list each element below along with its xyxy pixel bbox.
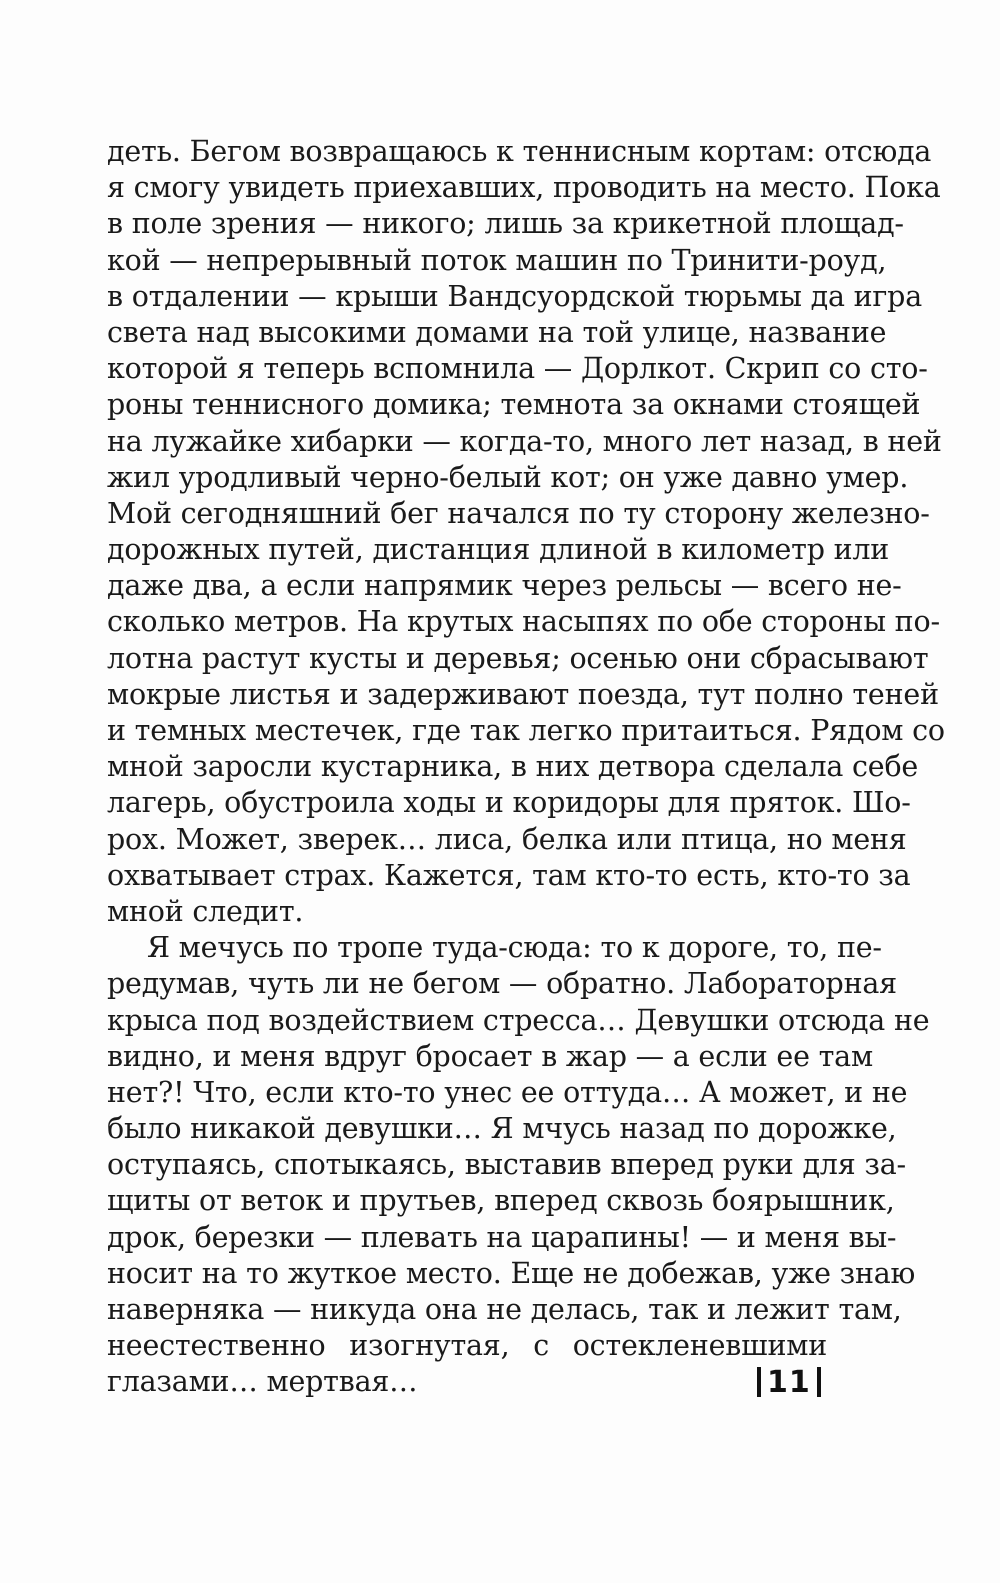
text-line: сколько метров. На крутых насыпях по обе стороны по-	[107, 605, 940, 639]
text-line: деть. Бегом возвращаюсь к теннисным кортам: отсюда	[107, 135, 932, 168]
text-line: роны теннисного домика; темнота за окнами стоящей	[107, 388, 921, 422]
text-line: лотна растут кусты и деревья; осенью они сбрасывают	[107, 641, 929, 675]
text-line: жил уродливый черно-белый кот; он уже давно умер.	[107, 460, 909, 494]
text-line: и темных местечек, где так легко притаиться. Рядом со	[107, 714, 945, 747]
text-line: мной заросли кустарника, в них детвора сделала себе	[107, 750, 919, 784]
text-line: носит на то жуткое место. Еще не добежав, уже знаю	[107, 1256, 916, 1290]
text-line: кой — непрерывный поток машин по Тринити-роуд,	[107, 243, 887, 277]
text-line: рох. Может, зверек… лиса, белка или птица, но меня	[107, 822, 907, 856]
text-line: неестественно изогнутая, с остекленевшими	[107, 1329, 827, 1363]
text-line: мной следит.	[107, 894, 304, 928]
text-line: щиты от веток и прутьев, вперед сквозь боярышник,	[107, 1184, 895, 1218]
text-line: лагерь, обустроила ходы и коридоры для пряток. Шо-	[107, 786, 911, 820]
text-line: дорожных путей, дистанция длиной в километр или	[107, 533, 890, 567]
text-line: охватывает страх. Кажется, там кто-то есть, кто-то за	[107, 858, 911, 892]
text-line: наверняка — никуда она не делась, так и лежит там,	[107, 1293, 902, 1326]
text-line: было никакой девушки… Я мчусь назад по дорожке,	[107, 1112, 897, 1146]
text-line: которой я теперь вспомнила — Дорлкот. Скрип со сто-	[107, 352, 928, 386]
text-line: дрок, березки — плевать на царапины! — и меня вы-	[107, 1220, 897, 1254]
text-line: Мой сегодняшний бег начался по ту сторону железно-	[107, 496, 930, 530]
text-line: оступаясь, спотыкаясь, выставив вперед руки для за-	[107, 1148, 906, 1182]
text-line: крыса под воздействием стресса… Девушки отсюда не	[107, 1003, 930, 1037]
text-line: на лужайке хибарки — когда-то, много лет назад, в ней	[107, 424, 942, 458]
text-line: даже два, а если напрямик через рельсы — всего не-	[107, 569, 902, 603]
text-line: в отдалении — крыши Вандсуордской тюрьмы да игра	[107, 279, 922, 313]
text-line: Я мечусь по тропе туда-сюда: то к дороге, то, пе-	[147, 931, 882, 965]
text-line: видно, и меня вдруг бросает в жар — а если ее там	[107, 1039, 873, 1073]
body-text	[107, 134, 945, 1401]
text-line: нет?! Что, если кто-то унес ее оттуда… А может, и не	[107, 1075, 908, 1109]
paragraph-1	[107, 134, 945, 930]
text-line: глазами… мертвая…	[107, 1365, 418, 1399]
paragraph-2	[107, 930, 930, 1400]
text-line: в поле зрения — никого; лишь за крикетной площад-	[107, 207, 904, 241]
text-line: я смогу увидеть приехавших, проводить на место. Пока	[107, 171, 941, 205]
page-number-value: 11	[767, 1365, 811, 1400]
text-line: света над высокими домами на той улице, название	[107, 315, 887, 349]
text-line: мокрые листья и задерживают поезда, тут полно теней	[107, 677, 939, 711]
page-number	[757, 1365, 821, 1401]
text-line: редумав, чуть ли не бегом — обратно. Лабораторная	[107, 967, 897, 1001]
page-number-right-bar	[817, 1367, 821, 1397]
